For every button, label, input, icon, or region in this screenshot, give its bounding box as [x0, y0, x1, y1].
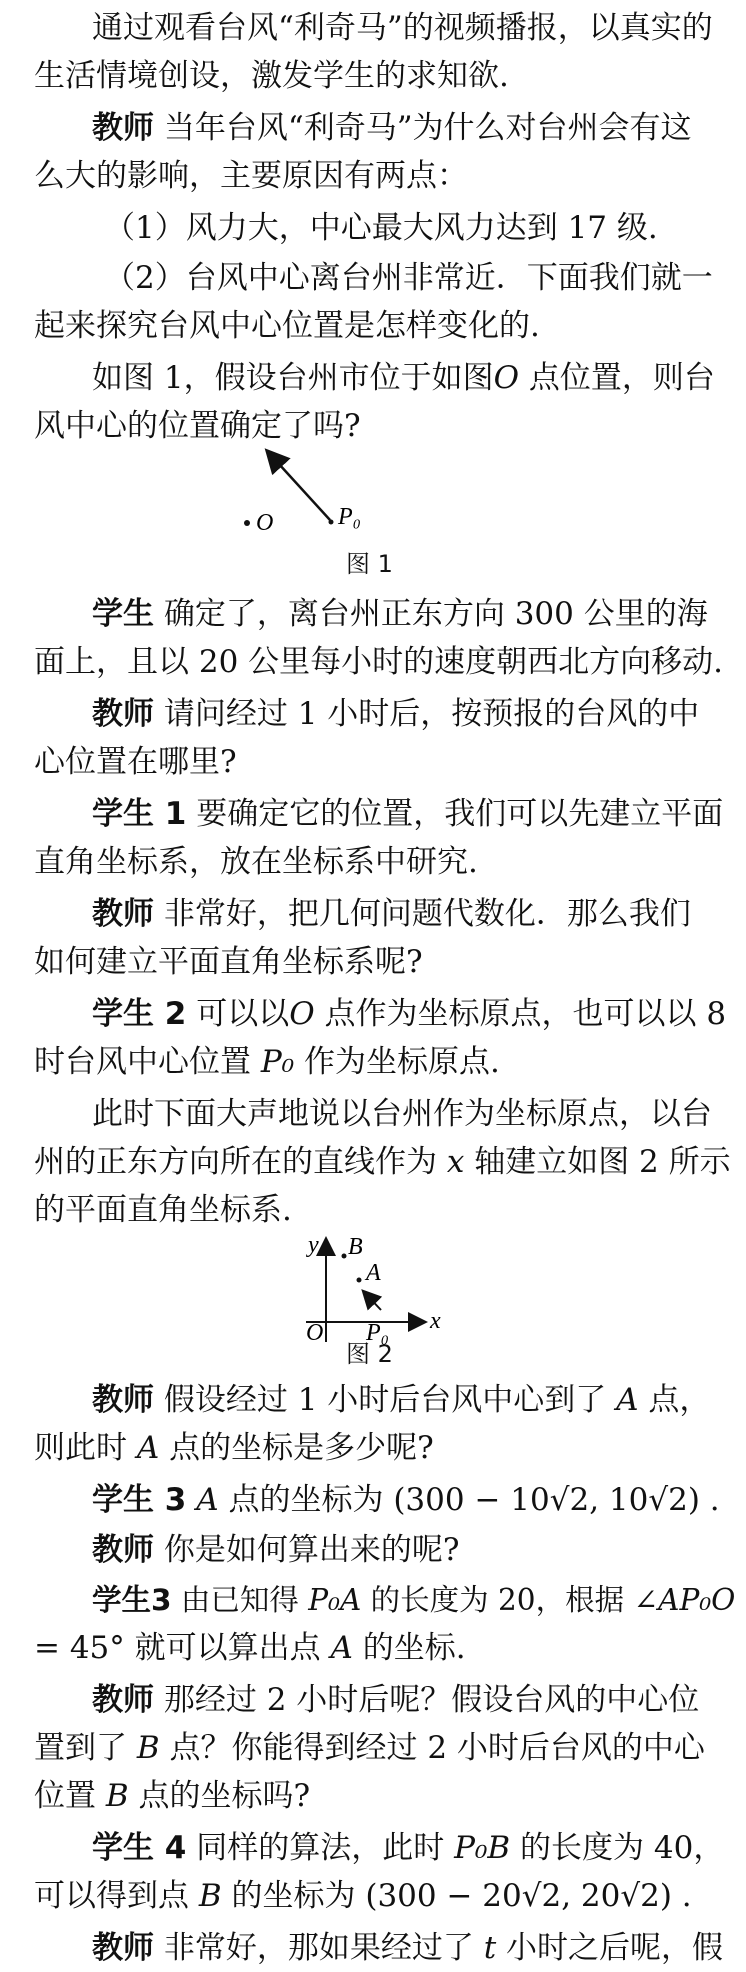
text-run: 点位置，则台 — [519, 360, 715, 396]
speaker-label: 教师 — [92, 896, 154, 932]
text-run: 小时之后呢，假 — [496, 1930, 724, 1966]
text-line — [34, 738, 237, 786]
text-line — [92, 1924, 723, 1972]
text-line — [34, 1724, 705, 1772]
text-run: 当年台风“利奇马”为什么对台州会有这 — [154, 110, 692, 146]
text-run: 生活情境创设，激发学生的求知欲. — [34, 58, 509, 94]
text-line — [92, 104, 692, 152]
point-o-dot — [244, 520, 250, 526]
point-a-dot — [357, 1278, 362, 1283]
text-run: 非常好，那如果经过了 — [154, 1930, 484, 1966]
math-symbol: B — [136, 1730, 160, 1766]
math-symbol: x — [446, 1144, 465, 1180]
text-run: = 45° 就可以算出点 — [34, 1630, 331, 1666]
speaker-label: 学生 — [92, 596, 154, 632]
text-line — [92, 590, 708, 638]
text-run: 确定了，离台州正东方向 300 公里的海 — [154, 596, 708, 632]
speaker-label: 教师 — [92, 1382, 154, 1418]
text-run: 如图 1，假设台州市位于如图 — [92, 360, 494, 396]
text-run: 么大的影响，主要原因有两点： — [34, 158, 468, 194]
text-run: 作为坐标原点. — [294, 1044, 500, 1080]
text-run: 位置 — [34, 1778, 106, 1814]
speaker-label: 教师 — [92, 1930, 154, 1966]
text-run: 起来探究台风中心位置是怎样变化的. — [34, 308, 540, 344]
text-run: 通过观看台风“利奇马”的视频播报，以真实的 — [92, 10, 713, 46]
label-b: B — [348, 1234, 363, 1260]
text-run — [186, 1482, 196, 1518]
math-symbol: P₀B — [454, 1830, 511, 1866]
point-p0-dot — [329, 520, 334, 525]
text-line — [92, 890, 691, 938]
text-line — [92, 1476, 720, 1524]
math-symbol: A — [616, 1382, 639, 1418]
text-run: 假设经过 1 小时后台风中心到了 — [154, 1382, 617, 1418]
text-line — [92, 1676, 699, 1724]
text-line — [92, 790, 723, 838]
text-run: （1）风力大，中心最大风力达到 17 级. — [104, 210, 658, 246]
math-symbol: O — [289, 996, 315, 1032]
text-run: 的坐标为 (300 − 20√2, 20√2) . — [221, 1878, 692, 1914]
speaker-label: 学生3 — [92, 1583, 172, 1617]
text-run: 点作为坐标原点，也可以以 8 — [314, 996, 727, 1032]
math-symbol: AP₀O — [658, 1583, 736, 1617]
text-line — [34, 1424, 434, 1472]
text-run: 要确定它的位置，我们可以先建立平面 — [186, 796, 724, 832]
text-line — [34, 152, 468, 200]
math-symbol: P₀A — [308, 1583, 362, 1617]
text-run: 则此时 — [34, 1430, 137, 1466]
text-run: 点？你能得到经过 2 小时后台风的中心 — [159, 1730, 705, 1766]
figure-1-caption: 图 1 — [346, 550, 393, 578]
math-symbol: A — [330, 1630, 353, 1666]
text-line — [34, 52, 509, 100]
text-run: 州的正东方向所在的直线作为 — [34, 1144, 447, 1180]
wind-direction-arrow — [268, 452, 330, 520]
text-run: 此时下面大声地说以台州作为坐标原点，以台 — [92, 1096, 712, 1132]
text-run: 可以以 — [186, 996, 290, 1032]
math-symbol: B — [105, 1778, 129, 1814]
text-run: 非常好，把几何问题代数化．那么我们 — [154, 896, 691, 932]
text-run: 面上，且以 20 公里每小时的速度朝西北方向移动. — [34, 644, 724, 680]
label-o: O — [306, 1320, 324, 1346]
text-run: 心位置在哪里? — [34, 744, 237, 780]
text-run: 点的坐标吗? — [128, 1778, 311, 1814]
text-run: 请问经过 1 小时后，按预报的台风的中 — [154, 696, 700, 732]
text-run: 轴建立如图 2 所示 — [464, 1144, 731, 1180]
text-line — [34, 1772, 310, 1820]
math-symbol: B — [198, 1878, 222, 1914]
text-run: 直角坐标系，放在坐标系中研究. — [34, 844, 478, 880]
speaker-label: 学生 2 — [92, 996, 187, 1032]
math-symbol: A — [136, 1430, 160, 1466]
label-x: x — [430, 1308, 441, 1334]
text-line — [34, 1186, 292, 1234]
text-run: 的长度为 40， — [510, 1830, 725, 1866]
label-o: O — [256, 510, 274, 536]
label-a: A — [366, 1260, 381, 1286]
speaker-label: 教师 — [92, 110, 154, 146]
text-run: 由已知得 — [171, 1583, 309, 1617]
text-run: 点， — [638, 1382, 711, 1418]
text-line — [92, 1824, 724, 1872]
text-line — [34, 1038, 500, 1086]
text-run: 风中心的位置确定了吗? — [34, 408, 361, 444]
text-line — [34, 838, 478, 886]
text-line — [34, 302, 540, 350]
speaker-label: 学生 3 — [92, 1482, 187, 1518]
point-b-dot — [342, 1254, 347, 1259]
text-line — [92, 1090, 712, 1138]
math-symbol: A — [196, 1482, 219, 1518]
speaker-label: 教师 — [92, 1532, 154, 1568]
text-run: 的长度为 20，根据 ∠ — [361, 1583, 659, 1617]
text-run: 可以得到点 — [34, 1878, 199, 1914]
text-run: 置到了 — [34, 1730, 137, 1766]
text-line — [34, 938, 423, 986]
text-line — [92, 690, 699, 738]
text-run: 时台风中心位置 — [34, 1044, 261, 1080]
text-line — [104, 204, 658, 252]
label-p0: P₀ — [366, 1320, 390, 1346]
text-line — [34, 1138, 731, 1186]
text-run: 的坐标. — [352, 1630, 466, 1666]
math-symbol: P₀ — [260, 1044, 295, 1080]
text-run: （2）台风中心离台州非常近．下面我们就一 — [104, 260, 713, 296]
text-line — [104, 254, 713, 302]
text-line — [92, 1526, 459, 1574]
text-run: 的平面直角坐标系. — [34, 1192, 292, 1228]
label-y: y — [308, 1232, 319, 1258]
speaker-label: 学生 4 — [92, 1830, 187, 1866]
speaker-label: 教师 — [92, 1682, 154, 1718]
text-line — [92, 354, 715, 402]
text-run: 点的坐标为 (300 − 10√2, 10√2) . — [218, 1482, 720, 1518]
math-symbol: t — [483, 1930, 497, 1966]
math-symbol: O — [493, 360, 519, 396]
speaker-label: 学生 1 — [92, 796, 187, 832]
movement-arrow — [364, 1292, 381, 1310]
speaker-label: 教师 — [92, 696, 154, 732]
text-line — [92, 1576, 735, 1624]
text-line — [92, 990, 726, 1038]
text-run: 如何建立平面直角坐标系呢? — [34, 944, 423, 980]
text-line — [34, 1872, 692, 1920]
text-line — [92, 1376, 710, 1424]
text-line — [92, 4, 713, 52]
figure-2-caption: 图 2 — [346, 1340, 393, 1368]
label-p0: P₀ — [338, 504, 362, 530]
text-run: 点的坐标是多少呢? — [159, 1430, 434, 1466]
text-run: 同样的算法，此时 — [186, 1830, 455, 1866]
text-line — [34, 1624, 466, 1672]
text-run: 那经过 2 小时后呢？假设台风的中心位 — [154, 1682, 700, 1718]
text-line — [34, 638, 723, 686]
text-run: 你是如何算出来的呢? — [154, 1532, 460, 1568]
